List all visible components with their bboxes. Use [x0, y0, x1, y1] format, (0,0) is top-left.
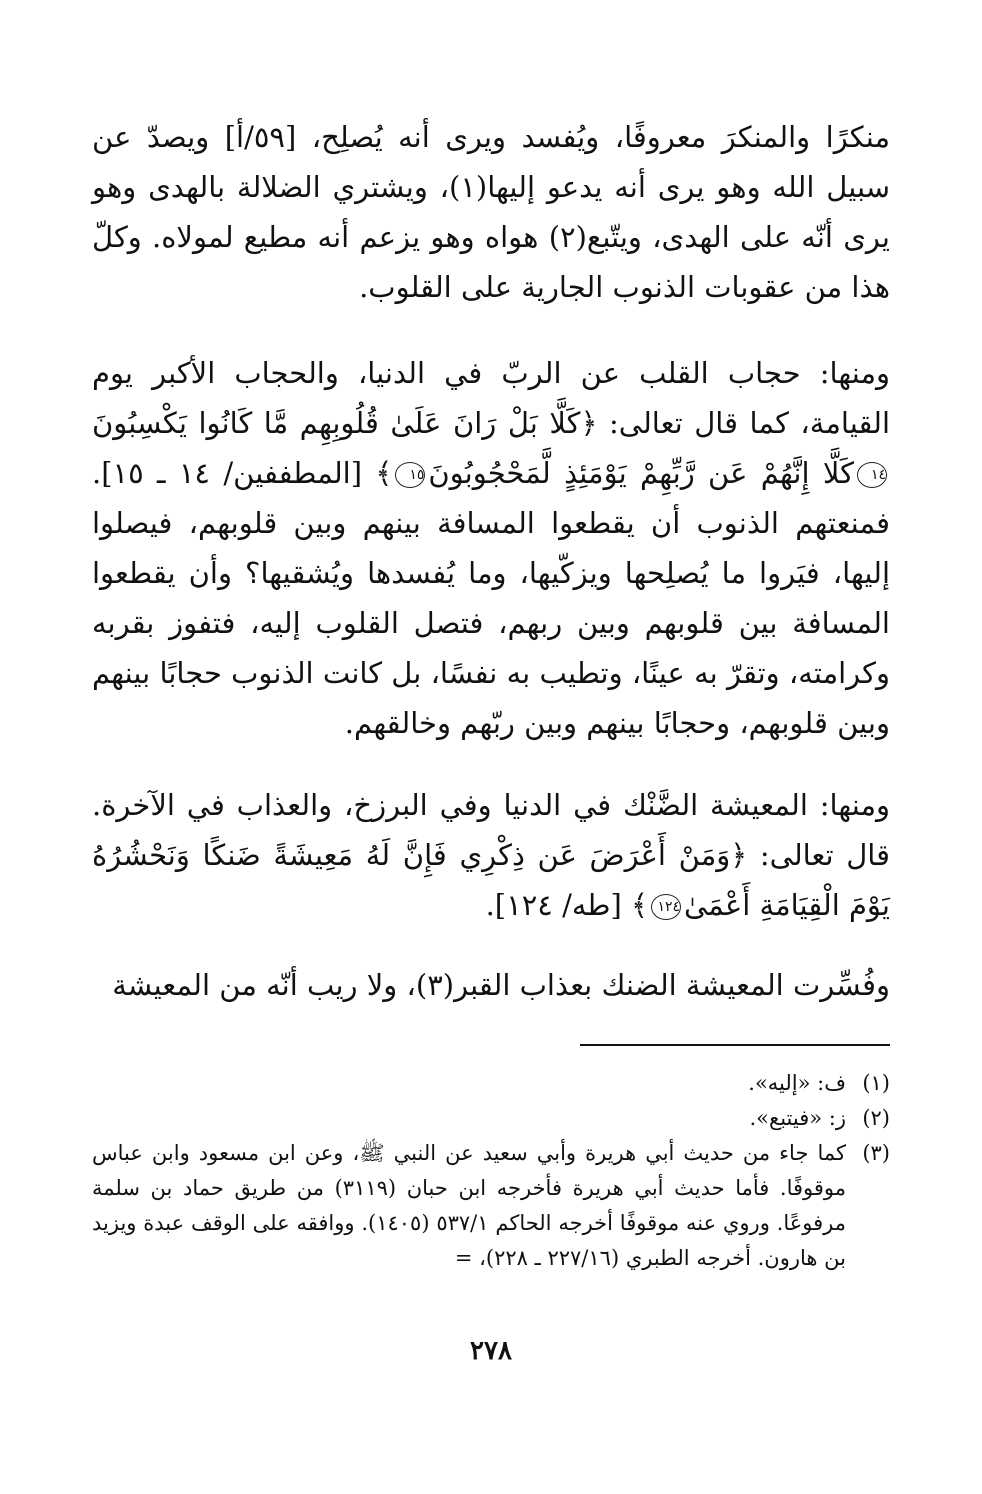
quran-verse-15: كَلَّا إِنَّهُمْ عَن رَّبِّهِمْ يَوْمَئِذٍ لَّمَحْجُوبُونَ	[428, 456, 854, 490]
paragraph-2-body: ﴾ [المطففين/ ١٤ ـ ١٥]. فمنعتهم الذنوب أن يقطعوا المسافة بينهم وبين قلوبهم، فيصلوا إليها، فيَروا ما يُصلِحها ويزكّيها، وما يُفسدها ويُشقيها؟ وأن يقطعوا المسافة بين قلوبهم وبين ربهم، فتصل القلوب إليه، فتفوز بقربه وكرامته، وتقرّ به عينًا، وتطيب به نفسًا، بل كانت الذنوب حجابًا بينهم وبين قلوبهم، وحجابًا بينهم وبين ربّهم وخالقهم.	[92, 456, 890, 740]
page-body	[92, 112, 890, 1494]
paragraph-1: منكرًا والمنكرَ معروفًا، ويُفسد ويرى أنه يُصلِح، [٥٩/أ] ويصدّ عن سبيل الله وهو يرى أنه يدعو إليها(١)، ويشتري الضلالة بالهدى وهو يرى أنّه على الهدى، ويتّبع(٢) هواه وهو يزعم أنه مطيع لمولاه. وكلّ هذا من عقوبات الذنوب الجارية على القلوب.	[92, 120, 890, 304]
footnote-number: (٣)	[862, 1141, 890, 1165]
footnote-number: (١)	[862, 1071, 890, 1095]
paragraph-3-citation: ﴾ [طه/ ١٢٤].	[485, 888, 649, 922]
quran-verse-14: كَلَّا بَلْ رَانَ عَلَىٰ قُلُوبِهِم مَّا كَانُوا يَكْسِبُونَ	[92, 406, 581, 440]
verse-number-124: ١٢٤	[651, 894, 681, 920]
quran-verse-124: وَمَنْ أَعْرَضَ عَن ذِكْرِي فَإِنَّ لَهُ مَعِيشَةً ضَنكًا وَنَحْشُرُهُ يَوْمَ الْقِيَامَةِ أَعْمَىٰ	[92, 838, 890, 922]
verse-number-15: ١٥	[395, 462, 425, 488]
footnote-3	[92, 1136, 890, 1276]
paragraph-2	[92, 348, 890, 748]
page-number: ٢٧٨	[470, 1336, 512, 1366]
paragraph-2-intro: ومنها: حجاب القلب عن الربّ في الدنيا، والحجاب الأكبر يوم القيامة، كما قال تعالى: ﴿	[92, 356, 891, 440]
footnote-text: كما جاء من حديث أبي هريرة وأبي سعيد عن النبي ﷺ، وعن ابن مسعود وابن عباس موقوفًا. فأما حديث أبي هريرة فأخرجه ابن حبان (٣١١٩) من طريق حماد بن سلمة مرفوعًا. وروي عنه موقوفًا أخرجه الحاكم ٥٣٧/١ (١٤٠٥). ووافقه على الوقف عبدة ويزيد بن هارون. أخرجه الطبري (٢٢٧/١٦ ـ ٢٢٨)، =	[92, 1141, 846, 1270]
footnotes	[92, 1066, 890, 1276]
footnote-1	[92, 1066, 890, 1101]
footnote-2	[92, 1101, 890, 1136]
paragraph-4: وفُسِّرت المعيشة الضنك بعذاب القبر(٣)، ولا ريب أنّه من المعيشة	[112, 968, 890, 1002]
footnote-text: ف: «إليه».	[748, 1071, 846, 1095]
verse-number-14: ١٤	[857, 462, 887, 488]
footnote-number: (٢)	[862, 1106, 890, 1130]
paragraph-3	[92, 780, 890, 930]
footnote-text: ز: «فيتبع».	[749, 1106, 846, 1130]
paragraph-3-intro: ومنها: المعيشة الضَّنْك في الدنيا وفي البرزخ، والعذاب في الآخرة. قال تعالى: ﴿	[92, 788, 890, 872]
footnote-divider	[580, 1044, 890, 1046]
